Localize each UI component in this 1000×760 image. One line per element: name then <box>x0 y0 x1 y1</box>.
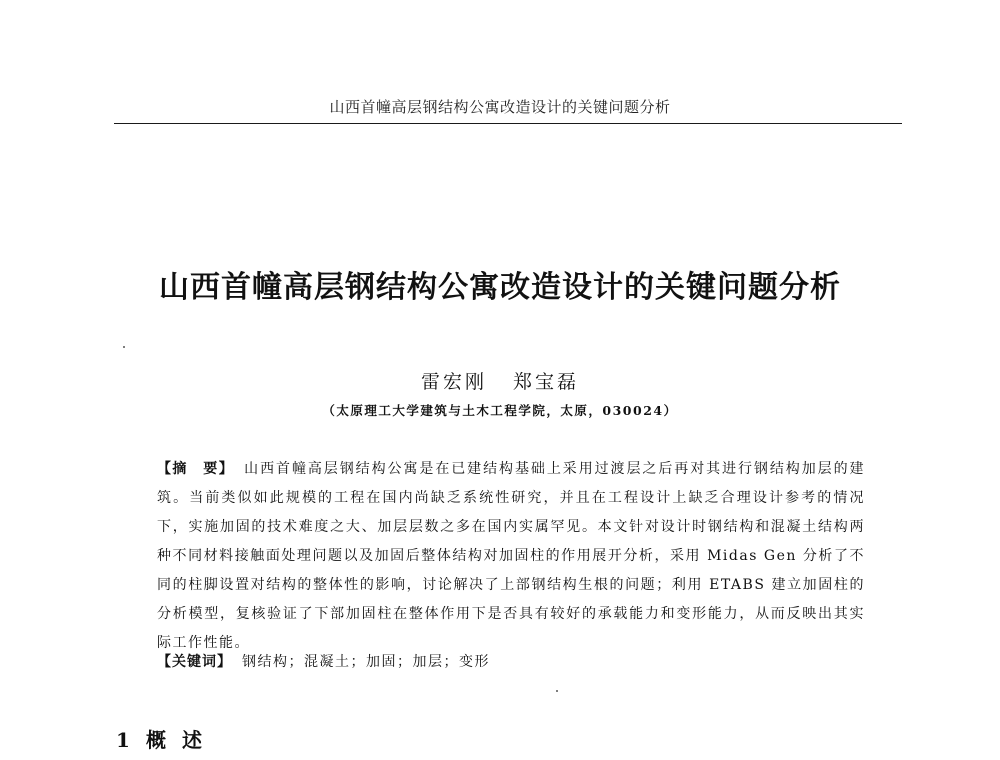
section-number: 1 <box>116 728 130 752</box>
keywords <box>157 651 865 671</box>
running-head: 山西首幢高层钢结构公寓改造设计的关键问题分析 <box>329 98 671 116</box>
keywords-label: 【关键词】 <box>157 654 232 670</box>
header-rule <box>114 123 902 124</box>
abstract-text: 山西首幢高层钢结构公寓是在已建结构基础上采用过渡层之后再对其进行钢结构加层的建筑。当前类似如此规模的工程在国内尚缺乏系统性研究，并且在工程设计上缺乏合理设计参考的情况下，实施加固的技术难度之大、加层层数之多在国内实属罕见。本文针对设计时钢结构和混凝土结构两种不同材料接触面处理问题以及加固后整体结构对加固柱的作用展开分析，采用 Midas Gen 分析了不同的柱脚设置对结构的整体性的影响，讨论解决了上部钢结构生根的问题；利用 ETABS 建立加固柱的分析模型，复核验证了下部加固柱在整体作用下是否具有较好的承载能力和变形能力，从而反映出其实际工作性能。 <box>157 461 866 651</box>
author-name: 郑宝磊 <box>513 371 580 393</box>
abstract <box>157 455 865 658</box>
section-title: 概述 <box>146 728 218 752</box>
abstract-label: 【摘 要】 <box>157 461 235 477</box>
keywords-text: 钢结构；混凝土；加固；加层；变形 <box>242 654 490 670</box>
section-heading <box>116 724 218 753</box>
scan-speck <box>123 346 125 348</box>
scan-speck <box>556 690 558 692</box>
paper-title: 山西首幢高层钢结构公寓改造设计的关键问题分析 <box>159 270 841 305</box>
author-name: 雷宏刚 <box>420 371 487 393</box>
affiliation: （太原理工大学建筑与土木工程学院，太原，030024） <box>322 403 678 418</box>
authors <box>0 367 1000 394</box>
